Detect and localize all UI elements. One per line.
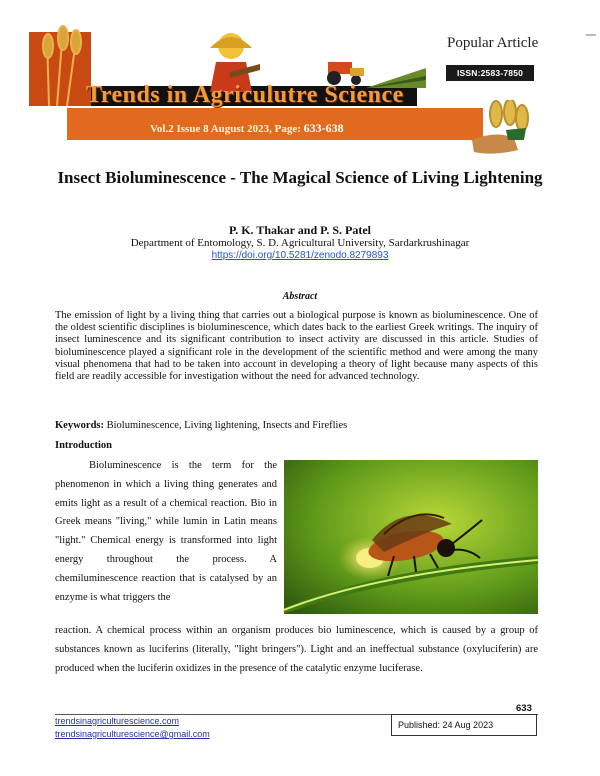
abstract-text: The emission of light by a living thing that carries out a biological purpose is known as bioluminescence. One of the oldest scientific disciplines is bioluminescence, which dates back to the earliest Greek writings. The inquiry of insect luminescence and its significant contribution to insect activity are discussed in this article. Studies of bioluminescence played a significant role in the development of the scientific method and were among the many visual phenomena that had to be taken into account in developing a theory of light because many aspects of this field are readily accessible for investigation without the need for advanced technology.: [55, 310, 538, 383]
keywords-list: Bioluminescence, Living lightening, Insects and Fireflies: [104, 420, 348, 431]
introduction-paragraph-1: Bioluminescence is the term for the phenomenon in which a living thing generates and emits light as a result of a chemical reaction. Bio in Greek means "living," while lumin in Latin means "light." Chemical energy is transformed into light energy throughout the process. A chemiluminescence reaction that is catalysed by an enzyme is what triggers the: [55, 460, 277, 603]
email-link[interactable]: trendsinagriculturescience@gmail.com: [55, 729, 210, 739]
website-link[interactable]: trendsinagriculturescience.com: [55, 716, 180, 726]
firefly-illustration: [284, 460, 538, 614]
article-title: Insect Bioluminescence - The Magical Science of Living Lightening: [57, 168, 543, 187]
edge-mark: [586, 34, 596, 36]
doi-link[interactable]: https://doi.org/10.5281/zenodo.8279893: [211, 250, 389, 261]
page-range: 633-638: [303, 121, 344, 135]
authors: P. K. Thakar and P. S. Patel: [228, 223, 372, 237]
journal-title: Trends in Agriculutre Science: [86, 82, 404, 108]
firefly-photo: [284, 460, 538, 614]
volume-text: Vol.2 Issue 8 August 2023, Page:: [150, 123, 304, 135]
introduction-heading: Introduction: [55, 440, 112, 451]
affiliation: Department of Entomology, S. D. Agricultural University, Sardarkrushinagar: [130, 237, 470, 249]
page-number: 633: [516, 703, 532, 714]
published-date: Published: 24 Aug 2023: [391, 714, 537, 736]
introduction-paragraph-2: reaction. A chemical process within an organism produces bio luminescence, which is caused by a group of substances known as luciferins (literally, "light bringers"). Light and an ineffectual substance (oxyluciferin) are produced when the luciferin oxidizes in the presence of the catalytic enzyme luciferase.: [55, 625, 538, 674]
hand-wheat-icon: [466, 100, 536, 158]
article-type: Popular Article: [447, 35, 539, 51]
abstract-heading: Abstract: [282, 291, 318, 302]
keywords: [55, 420, 538, 431]
volume-info: [150, 121, 344, 136]
keywords-label: Keywords:: [55, 420, 104, 431]
issn-badge: ISSN:2583-7850: [446, 65, 534, 81]
